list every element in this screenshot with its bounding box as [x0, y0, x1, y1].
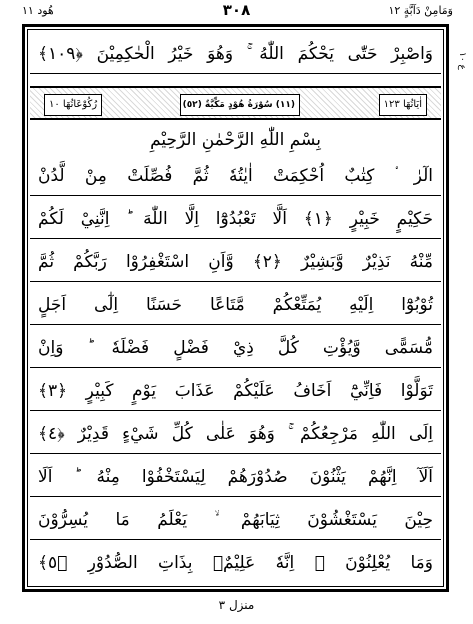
verse-line: وَمَا يُعْلِنُوْنَ ۚ اِنَّهٗ عَلِيْمٌۢ بِذَاتِ الصُّدُوْرِ ﴿٥﴾	[38, 553, 433, 573]
bismillah: بِسْمِ اللّٰهِ الرَّحْمٰنِ الرَّحِيْمِ	[150, 130, 321, 150]
verse-line: تُوْبُوْٓا اِلَيْهِ يُمَتِّعْكُمْ مَّتَاعًا حَسَنًا اِلٰٓى اَجَلٍ	[30, 285, 441, 325]
verse-line: حِيْنَ يَسْتَغْشُوْنَ ثِيَابَهُمْ ۙ يَعْلَمُ مَا يُسِرُّوْنَ	[30, 500, 441, 540]
page-header	[0, 0, 473, 26]
verse-line: مِّنْهُ نَذِيْرٌ وَّبَشِيْرٌ ﴿٢﴾ وَّاَنِ اسْتَغْفِرُوْا رَبَّكُمْ ثُمَّ	[30, 242, 441, 282]
verse-line: مُّسَمًّى وَّيُؤْتِ كُلَّ ذِيْ فَضْلٍ فَضْلَهٗ ؕ وَاِنْ	[30, 328, 441, 368]
juz-running-label: وَمَامِنْ دَآبَّةٍ ١٢	[388, 4, 453, 17]
rukus-count-box: رُكُوْعَاتُهَا ١٠	[44, 94, 102, 116]
surah-title-box: (١١) سُوْرَةُ هُوْدٍ مَكِّيَّةٌ (٥٢)	[180, 94, 300, 116]
surah-running-label: هُود ١١	[22, 4, 54, 17]
verse-line: اِلَى اللّٰهِ مَرْجِعُكُمْ ۚ وَهُوَ عَلٰى كُلِّ شَيْءٍ قَدِيْرٌ ﴿٤﴾	[30, 414, 441, 454]
surah-header-band	[30, 86, 441, 120]
ruku-side-marker: ع ١٠	[457, 52, 467, 70]
verse-line: الٓرٰ ۟ كِتٰبٌ اُحْكِمَتْ اٰيٰتُهٗ ثُمَّ فُصِّلَتْ مِنْ لَّدُنْ	[30, 156, 441, 196]
page-number: ٣٠٨	[222, 1, 251, 19]
previous-surah-ending: وَاصْبِرْ حَتّٰى يَحْكُمَ اللّٰهُ ۚ وَهُوَ خَيْرُ الْحٰكِمِيْنَ ﴿١٠٩﴾	[30, 34, 441, 74]
verse-line: تَوَلَّوْا فَاِنِّيْٓ اَخَافُ عَلَيْكُمْ عَذَابَ يَوْمٍ كَبِيْرٍ ﴿٣﴾	[30, 371, 441, 411]
verse-line: حَكِيْمٍ خَبِيْرٍ ﴿١﴾ اَلَّا تَعْبُدُوْٓا اِلَّا اللّٰهَ ؕ اِنَّنِيْ لَكُمْ	[30, 199, 441, 239]
ayat-count-box: اٰيَاتُهَا ١٢٣	[379, 94, 427, 116]
manzil-footer: منزل ٣	[218, 598, 255, 612]
verse-line: اَلَآ اِنَّهُمْ يَثْنُوْنَ صُدُوْرَهُمْ لِيَسْتَخْفُوْا مِنْهُ ؕ اَلَا	[30, 457, 441, 497]
